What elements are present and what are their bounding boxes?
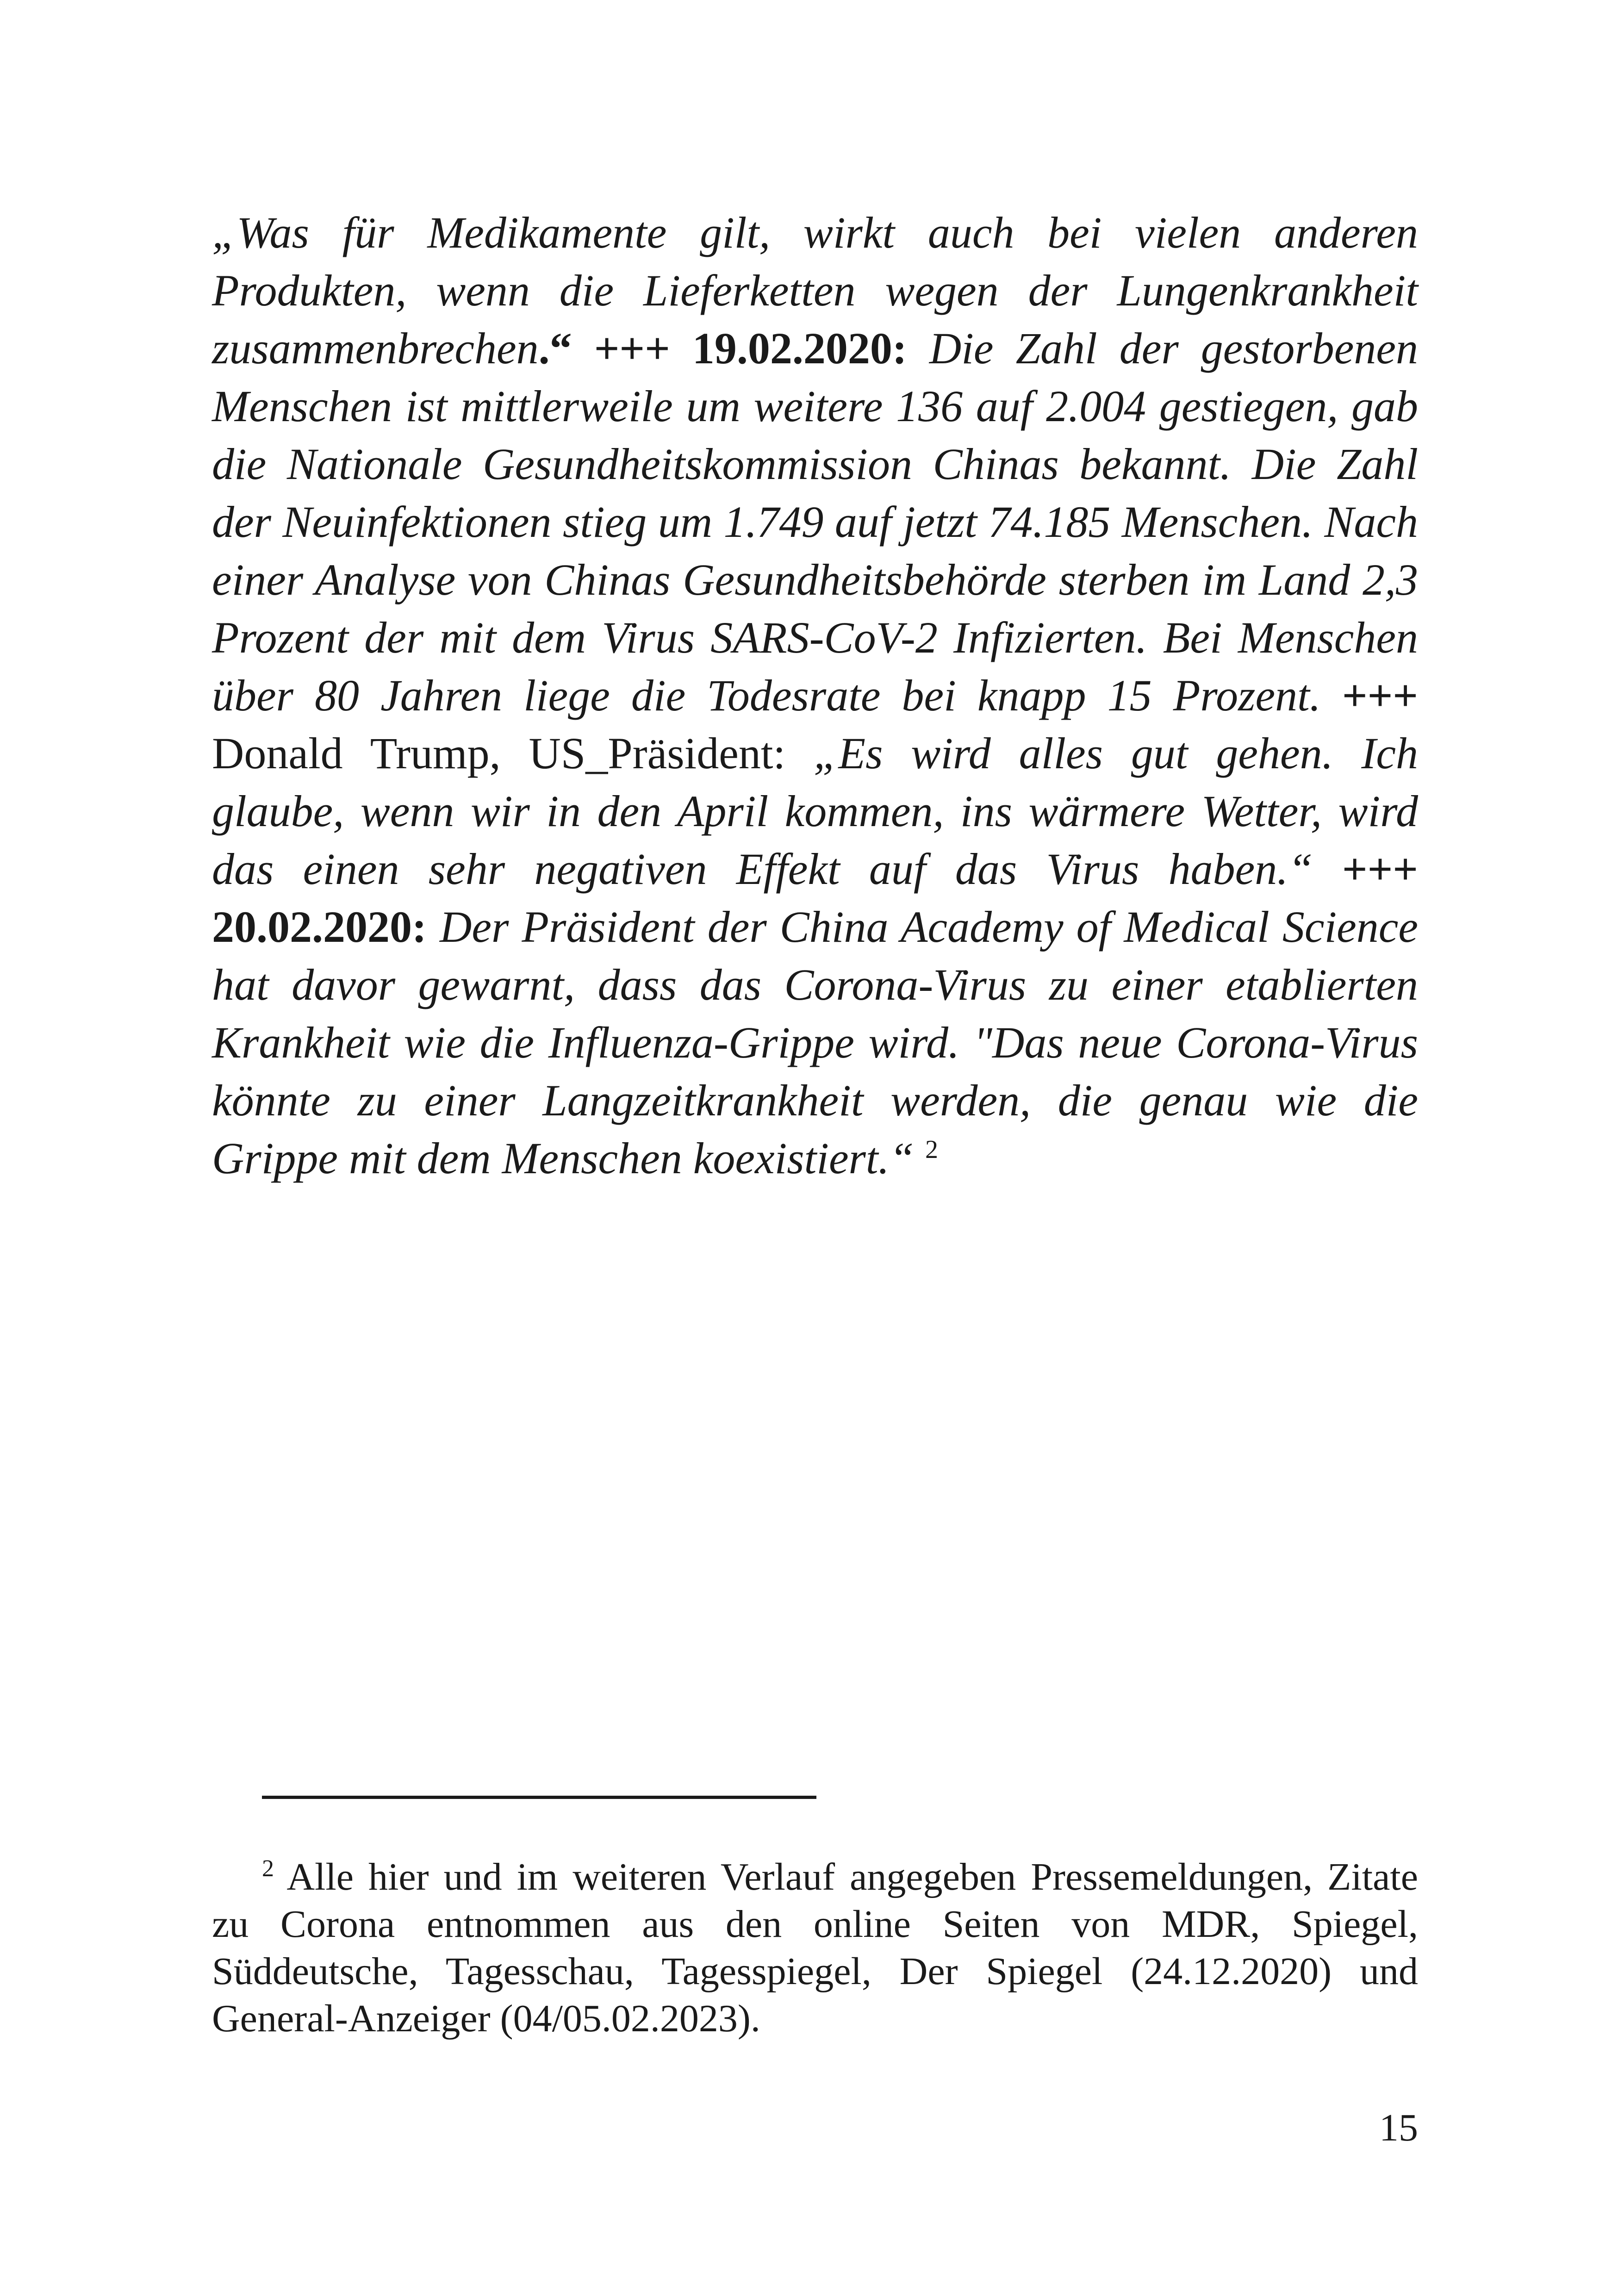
main-text-block: [212, 204, 1418, 1187]
footnote: [212, 1854, 1418, 2042]
footnote-divider: [262, 1796, 816, 1799]
text-trump-label: Donald Trump, US_Präsident:: [212, 728, 814, 778]
text-entry-19-02-2020: Die Zahl der gestorbenen Menschen ist mittlerweile um weitere 136 auf 2.004 gestiegen, gab die Nationale Gesundheitskommission Chinas bekannt. Die Zahl der Neuinfektionen stieg um 1.749 auf jetzt 74.185 Menschen. Nach einer Analyse von Chinas Gesundheitsbehörde sterben im Land 2,3 Prozent der mit dem Virus SARS-CoV-2 Infizierten. Bei Menschen über 80 Jahren liege die Todesrate bei knapp 15 Prozent.: [212, 324, 1419, 720]
text-quote-close: .“: [538, 324, 572, 373]
text-trump-quote: „Es wird alles gut gehen. Ich glaube, wenn wir in den April kommen, ins wärmere Wetter, wird das einen sehr negativen Effekt auf das Virus haben.“: [212, 728, 1418, 894]
footnote-reference: 2: [925, 1135, 938, 1164]
page-number: 15: [1379, 2106, 1418, 2149]
footnote-text: Alle hier und im weiteren Verlauf angegeben Pressemeldungen, Zitate zu Corona entnommen aus den online Seiten von MDR, Spiegel, Süddeutsche, Tagesschau, Tagesspiegel, Der Spiegel (24.12.2020) und General-Anzeiger (04/05.02.2023).: [212, 1855, 1418, 2040]
separator-plus: +++: [1342, 671, 1418, 720]
footnote-marker: 2: [262, 1855, 274, 1882]
date-entry-19-02-2020: +++ 19.02.2020:: [594, 324, 907, 373]
date-entry-20-02-2020: +++ 20.02.2020:: [212, 844, 1419, 952]
text-quote-medikamente: „Was für Medikamente gilt, wirkt auch bei vielen anderen Produkten, wenn die Lieferketten wegen der Lungenkrankheit zusammenbrechen: [212, 208, 1418, 373]
text-entry-20-02-2020: Der Präsident der China Academy of Medical Science hat davor gewarnt, dass das Corona-Virus zu einer etablierten Krankheit wie die Influenza-Grippe wird. "Das neue Corona-Virus könnte zu einer Langzeitkrankheit werden, die genau wie die Grippe mit dem Menschen koexistiert.“: [212, 902, 1418, 1183]
